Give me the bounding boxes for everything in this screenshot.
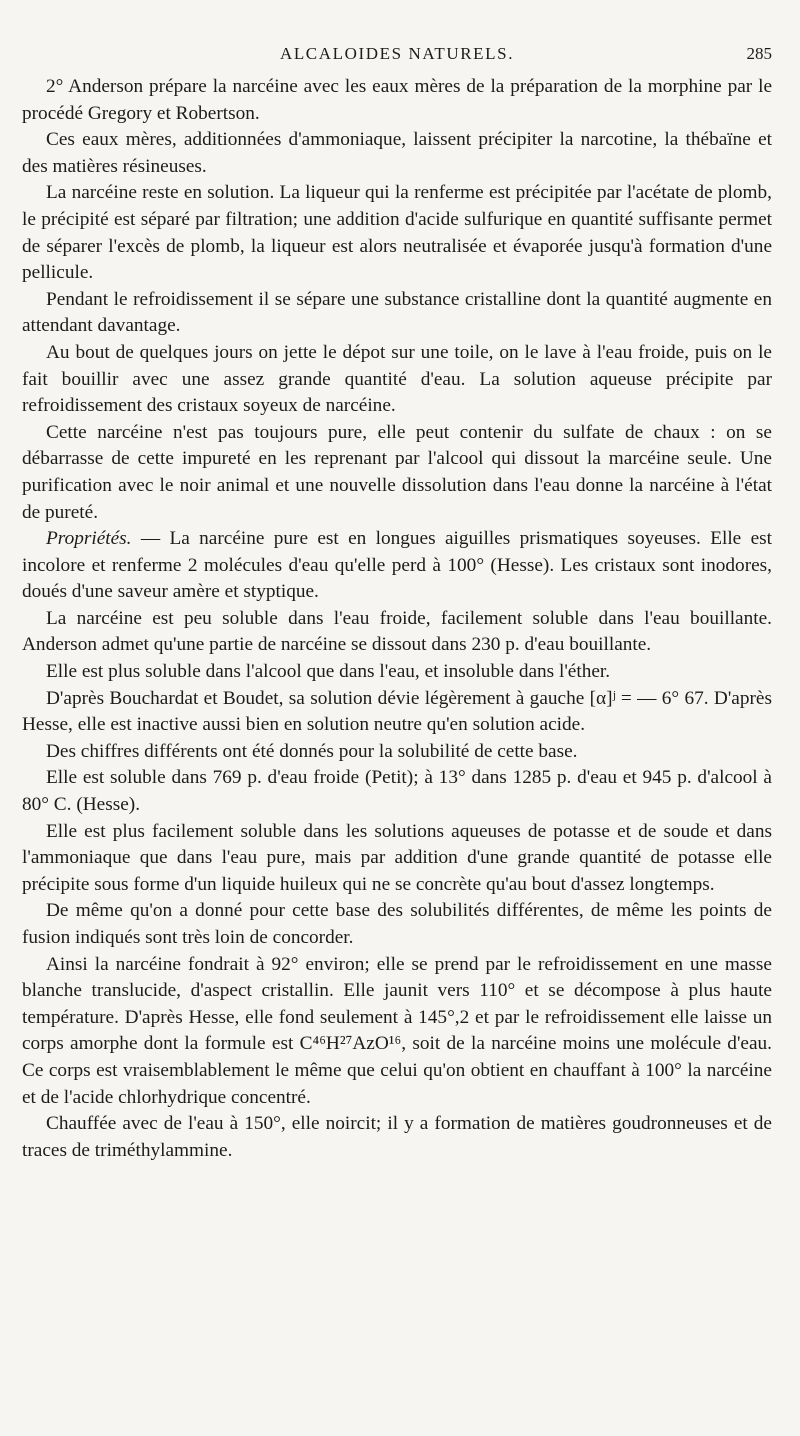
- paragraph: Pendant le refroidissement il se sépare une substance cristalline dont la quantité augmente en attendant davantage.: [22, 288, 772, 337]
- page-number: 285: [746, 44, 772, 63]
- paragraph: Elle est plus soluble dans l'alcool que dans l'eau, et insoluble dans l'éther.: [46, 661, 611, 683]
- paragraph: La narcéine reste en solution. La liqueur qui la renferme est précipitée par l'acétate de plomb, le précipité est séparé par filtration; une addition d'acide sulfurique en quantité suffisante permet de séparer l'excès de plomb, la liqueur est alors neutralisée et évaporée jusqu'à formation d'une pellicule.: [22, 182, 772, 284]
- paragraph: D'après Bouchardat et Boudet, sa solution dévie légèrement à gauche [α]ʲ = — 6° 67. D'après Hesse, elle est inactive aussi bien en solution neutre qu'en solution acide.: [22, 687, 772, 736]
- paragraph: De même qu'on a donné pour cette base des solubilités différentes, de même les points de fusion indiqués sont très loin de concorder.: [22, 900, 772, 948]
- properties-paragraph: [22, 526, 772, 606]
- paragraph: Elle est soluble dans 769 p. d'eau froide (Petit); à 13° dans 1285 p. d'eau et 945 p. d'alcool à 80° C. (Hesse).: [22, 767, 772, 816]
- paragraph: Chauffée avec de l'eau à 150°, elle noircit; il y a formation de matières goudronneuses et de traces de triméthylammine.: [22, 1113, 772, 1161]
- section-heading-properties: Propriétés.: [46, 528, 132, 550]
- paragraph: Cette narcéine n'est pas toujours pure, elle peut contenir du sulfate de chaux : on se débarrasse de cette impureté en les reprenant par l'alcool qui dissout la marcéine seule. Une purification avec le noir animal et une nouvelle dissolution dans l'eau donne la narcéine à l'état de pureté.: [22, 421, 772, 523]
- paragraph: 2° Anderson prépare la narcéine avec les eaux mères de la préparation de la morphine par le procédé Gregory et Robertson.: [22, 76, 772, 124]
- paragraph: Ainsi la narcéine fondrait à 92° environ; elle se prend par le refroidissement en une masse blanche translucide, d'aspect cristallin. Elle jaunit vers 110° et se décompose à plus haute température. D'après Hesse, elle fond seulement à 145°,2 et par le refroidissement elle laisse un corps amorphe dont la formule est C⁴⁶H²⁷AzO¹⁶, soit de la narcéine moins une molécule d'eau. Ce corps est vraisemblablement le même que celui qu'on obtient en chauffant à 100° la narcéine et de l'acide chlorhydrique concentré.: [22, 953, 772, 1108]
- page-header: [22, 44, 772, 70]
- paragraph: Des chiffres différents ont été donnés pour la solubilité de cette base.: [46, 740, 578, 762]
- paragraph-text: — La narcéine pure est en longues aiguilles prismatiques soyeuses. Elle est incolore et renferme 2 molécules d'eau qu'elle perd à 100° (Hesse). Les cristaux sont inodores, doués d'une saveur amère et styptique.: [22, 528, 772, 603]
- paragraph: Ces eaux mères, additionnées d'ammoniaque, laissent précipiter la narcotine, la thébaïne et des matières résineuses.: [22, 129, 772, 177]
- paragraph: Au bout de quelques jours on jette le dépot sur une toile, on le lave à l'eau froide, puis on le fait bouillir avec une assez grande quantité d'eau. La solution aqueuse précipite par refroidissement des cristaux soyeux de narcéine.: [22, 341, 772, 417]
- body-text: [22, 74, 772, 1164]
- paragraph: Elle est plus facilement soluble dans les solutions aqueuses de potasse et de soude et dans l'ammoniaque que dans l'eau pure, mais par addition d'une grande quantité de potasse elle précipite sous forme d'un liquide huileux qui ne se concrète qu'au bout d'assez longtemps.: [22, 820, 772, 895]
- paragraph: La narcéine est peu soluble dans l'eau froide, facilement soluble dans l'eau bouillante. Anderson admet qu'une partie de narcéine se dissout dans 230 p. d'eau bouillante.: [22, 607, 772, 656]
- running-title: ALCALOIDES NATURELS.: [279, 44, 515, 63]
